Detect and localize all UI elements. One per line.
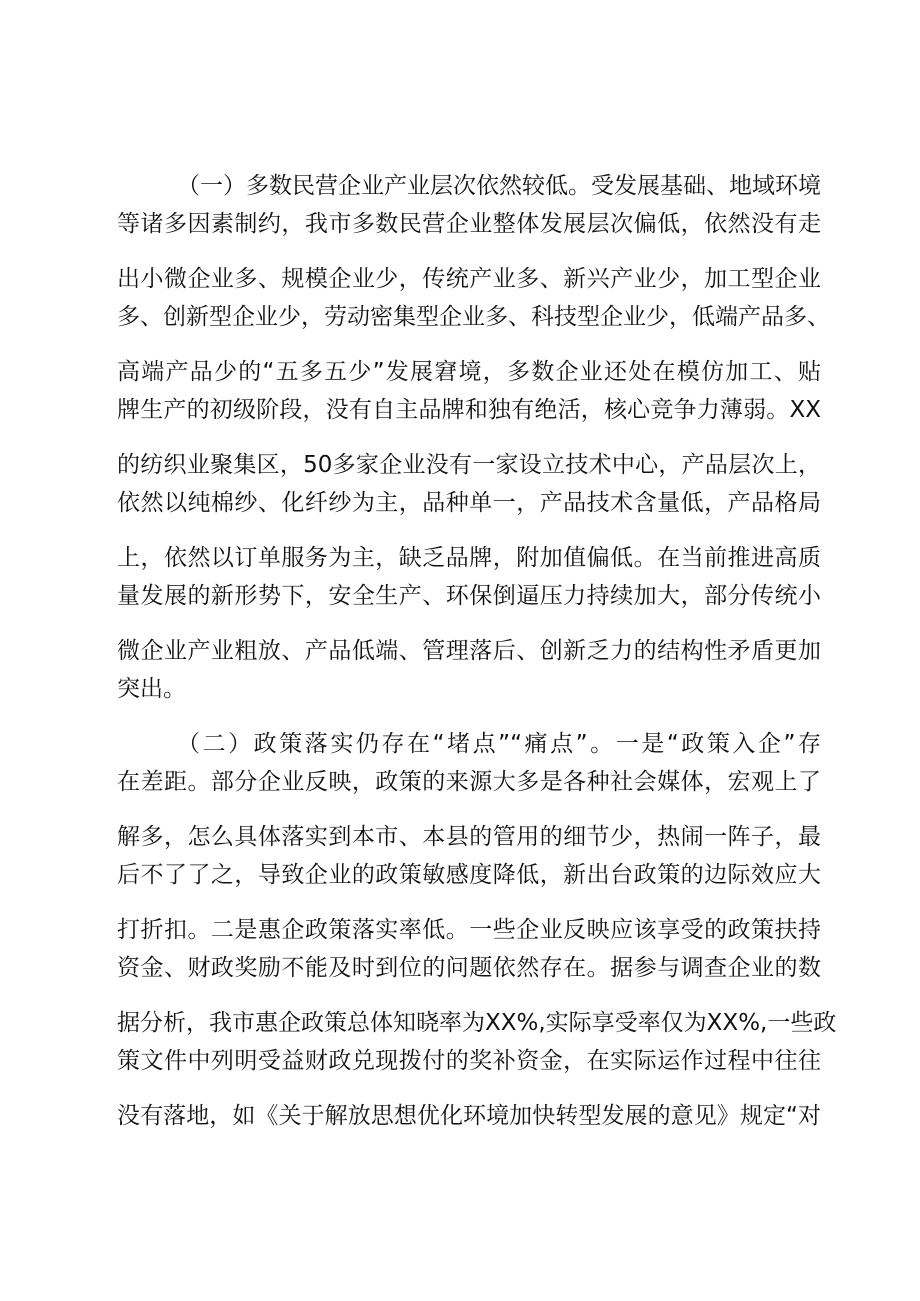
paragraph-line: （一）多数民营企业产业层次依然较低。受发展基础、地域环境 [177, 173, 821, 199]
paragraph-line: 突出。 [117, 676, 186, 702]
paragraph-line: 解多，怎么具体落实到本市、本县的管用的细节少，热闹一阵子，最 [117, 824, 821, 850]
paragraph-line: 策文件中列明受益财政兑现拨付的奖补资金，在实际运作过程中往往 [117, 1048, 821, 1074]
paragraph-line: 上，依然以订单服务为主，缺乏品牌，附加值偏低。在当前推进高质 [117, 545, 821, 571]
paragraph-line: 微企业产业粗放、产品低端、管理落后、创新乏力的结构性矛盾更加 [117, 638, 821, 664]
paragraph-line: 量发展的新形势下，安全生产、环保倒逼压力持续加大，部分传统小 [117, 583, 821, 609]
paragraph-line: 没有落地，如《关于解放思想优化环境加快转型发展的意见》规定“对 [117, 1103, 821, 1129]
paragraph-line: 依然以纯棉纱、化纤纱为主，品种单一，产品技术含量低，产品格局 [117, 490, 821, 516]
paragraph-line: 据分析，我市惠企政策总体知晓率为XX%,实际享受率仅为XX%,一些政 [117, 1010, 837, 1036]
paragraph-line: （二）政策落实仍存在“堵点”“痛点”。一是“政策入企”存 [177, 731, 821, 757]
paragraph-line: 高端产品少的“五多五少”发展窘境，多数企业还处在模仿加工、贴 [117, 359, 821, 385]
paragraph-line: 的纺织业聚集区，50多家企业没有一家设立技术中心，产品层次上， [117, 452, 821, 478]
paragraph-line: 牌生产的初级阶段，没有自主品牌和独有绝活，核心竞争力薄弱。XX [117, 397, 821, 423]
paragraph-line: 后不了了之，导致企业的政策敏感度降低，新出台政策的边际效应大 [117, 862, 821, 888]
paragraph-line: 在差距。部分企业反映，政策的来源大多是各种社会媒体，宏观上了 [117, 769, 821, 795]
paragraph-line: 多、创新型企业少，劳动密集型企业多、科技型企业少，低端产品多、 [117, 304, 830, 330]
paragraph-line: 资金、财政奖励不能及时到位的问题依然存在。据参与调查企业的数 [117, 955, 821, 981]
paragraph-line: 出小微企业多、规模企业少，传统产业多、新兴产业少，加工型企业 [117, 266, 821, 292]
paragraph-line: 打折扣。二是惠企政策落实率低。一些企业反映应该享受的政策扶持 [117, 917, 821, 943]
paragraph-line: 等诸多因素制约，我市多数民营企业整体发展层次偏低，依然没有走 [117, 211, 821, 237]
